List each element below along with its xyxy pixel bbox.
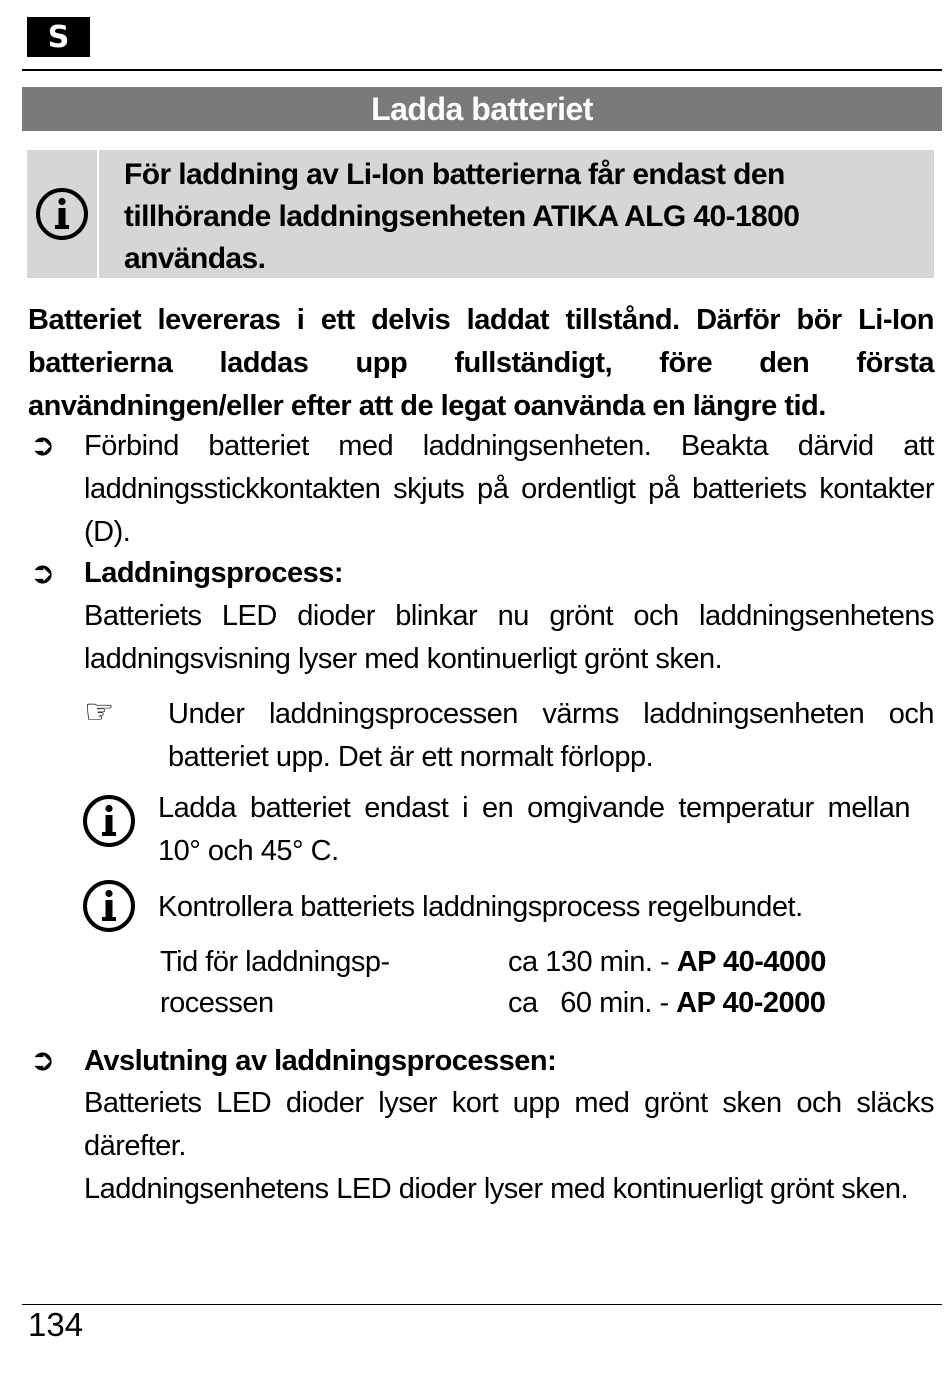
step-charging-heading: Laddningsprocess: <box>84 557 343 589</box>
page-number: 134 <box>28 1306 84 1343</box>
arrow-bullet-icon: ➲ <box>30 428 56 463</box>
footer-rule <box>22 1304 942 1305</box>
step-finish-text-2: Laddningsenhetens LED dioder lyser med kontinuerligt grönt sken. <box>84 1173 909 1205</box>
charge-time-label-line2: rocessen <box>160 987 274 1019</box>
charge-time-value: ca 130 min. - <box>508 946 677 978</box>
step-finish-heading: Avslutning av laddningsprocessen: <box>84 1045 557 1077</box>
charge-time-row <box>508 942 826 983</box>
note-box <box>27 150 934 278</box>
step-connect-text: Förbind batteriet med laddningsenheten. Beakta därvid att laddningsstickkontakten skjuts på ordentligt på batteriets kontakter (D). <box>84 430 934 548</box>
charge-time-value: ca 60 min. - <box>508 987 677 1019</box>
battery-model: AP 40-4000 <box>676 946 826 978</box>
section-title: Ladda batteriet <box>22 87 942 131</box>
hint-text: Under laddningsprocessen värms laddningsenheten och batteriet upp. Det är ett normalt förlopp. <box>168 698 934 773</box>
arrow-bullet-icon: ➲ <box>30 1043 56 1078</box>
note-text: För laddning av Li-Ion batterierna får endast den tillhörande laddningsenheten ATIKA ALG 40-1800 användas. <box>124 158 800 275</box>
info-temperature-text: Ladda batteriet endast i en omgivande temperatur mellan 10° och 45° C. <box>158 792 910 867</box>
battery-model: AP 40-2000 <box>676 987 826 1019</box>
step-charging-text: Batteriets LED dioder blinkar nu grönt och laddningsenhetens laddningsvisning lyser med kontinuerligt grönt sken. <box>84 600 934 675</box>
arrow-bullet-icon: ➲ <box>30 556 56 591</box>
charge-time-label-line1: Tid för laddningsp- <box>160 946 390 978</box>
intro-paragraph: Batteriet levereras i ett delvis laddat tillstånd. Därför bör Li-Ion batterierna laddas upp fullständigt, före den första användningen/eller efter att de legat oanvända en längre tid. <box>28 304 934 422</box>
pointing-hand-icon: ☞ <box>84 692 115 732</box>
info-circle-icon <box>82 794 136 848</box>
note-icon-cell <box>27 150 99 278</box>
header-rule <box>22 69 942 71</box>
info-circle-icon <box>82 879 136 933</box>
charge-time-row <box>508 983 825 1024</box>
info-check-text: Kontrollera batteriets laddningsprocess regelbundet. <box>158 891 803 923</box>
step-finish-text: Batteriets LED dioder lyser kort upp med grönt sken och släcks därefter. <box>84 1087 934 1162</box>
language-badge: S <box>27 17 90 57</box>
info-circle-icon <box>35 187 89 241</box>
